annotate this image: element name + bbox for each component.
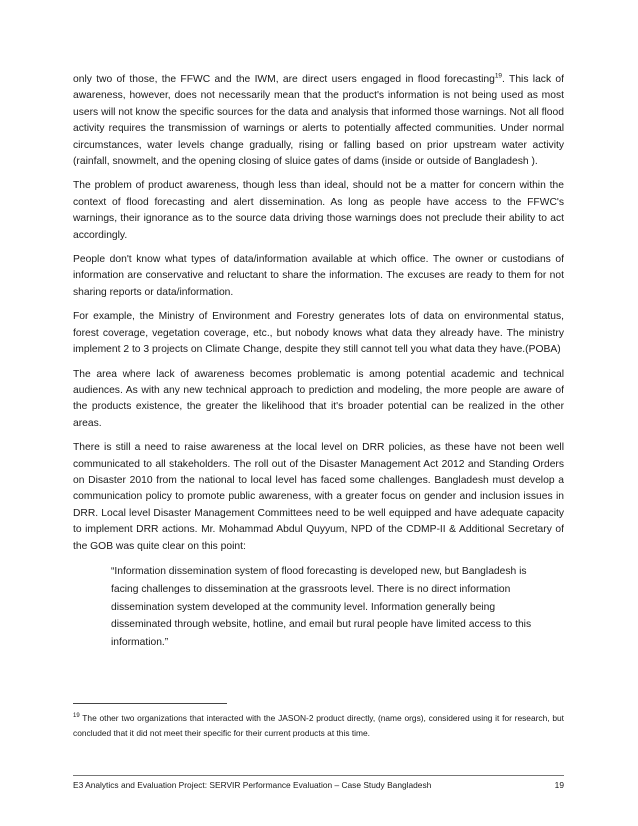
paragraph-4: For example, the Ministry of Environment and Forestry generates lots of data on environmental status, forest coverage, vegetation coverage, etc., but nobody knows what data they already have. The ministry implement 2 to 3 projects on Climate Change, despite they still cannot tell you what data they have.(POBA)	[73, 311, 564, 356]
page-footer	[73, 779, 564, 791]
paragraph-1-text: only two of those, the FFWC and the IWM, are direct users engaged in flood forecasting	[73, 74, 495, 85]
paragraph-5: The area where lack of awareness becomes problematic is among potential academic and technical audiences. As with any new technical approach to prediction and modeling, the more people are aware of the products existence, the greater the likelihood that it's broader potential can be realized in the other areas.	[73, 368, 564, 429]
footer-divider	[73, 775, 564, 776]
footnote-reference: 19	[494, 72, 503, 80]
paragraph-1	[73, 72, 564, 170]
footnote-text: The other two organizations that interacted with the JASON-2 product directly, (name orgs), considered using it for research, but concluded that it did not meet their specific for their current products at this time.	[73, 713, 564, 738]
page-number: 19	[554, 780, 564, 790]
paragraph-2: The problem of product awareness, though less than ideal, should not be a matter for concern within the context of flood forecasting and alert dissemination. As long as people have access to the FFWC's warnings, their ignorance as to the source data driving those warnings does not preclude their ability to act accordingly.	[73, 180, 564, 241]
paragraph-6: There is still a need to raise awareness at the local level on DRR policies, as these have not been well communicated to all stakeholders. The roll out of the Disaster Management Act 2012 and Standing Orders on Disaster 2010 from the national to local level has faced some challenges. Bangladesh must develop a communication policy to promote public awareness, with a greater focus on gender and inclusion issues in DRR. Local level Disaster Management Committees need to be well equipped and have adequate capacity to implement DRR actions. Mr. Mohammad Abdul Quyyum, NPD of the CDMP-II & Additional Secretary of the GOB was quite clear on this point:	[73, 442, 564, 552]
footer-title: E3 Analytics and Evaluation Project: SERVIR Performance Evaluation – Case Study Bangladesh	[73, 780, 432, 790]
body-text	[73, 72, 564, 652]
footnote	[73, 711, 564, 741]
footnote-divider	[73, 703, 227, 704]
paragraph-3: People don't know what types of data/information available at which office. The owner or custodians of information are conservative and reluctant to share the information. The excuses are ready to them for not sharing reports or data/information.	[73, 254, 564, 298]
paragraph-1-rest: . This lack of awareness, however, does not necessarily mean that the product's information is not being used as most users will not know the specific sources for the data and analysis that informed those warnings. Not all flood activity requires the transmission of warnings or alerts to potentially affected communities. Under normal circumstances, water levels change gradually, rising or falling based on prior upstream water activity (rainfall, snowmelt, and the opening closing of sluice gates of dams (inside or outside of Bangladesh ).	[73, 74, 565, 168]
block-quote: “Information dissemination system of flood forecasting is developed new, but Bangladesh is facing challenges to dissemination at the grassroots level. There is no direct information dissemination system developed at the community level. Information generally being disseminated through website, hotline, and email but rural people have limited access to this information.”	[111, 565, 532, 649]
footnote-number: 19	[73, 713, 80, 720]
